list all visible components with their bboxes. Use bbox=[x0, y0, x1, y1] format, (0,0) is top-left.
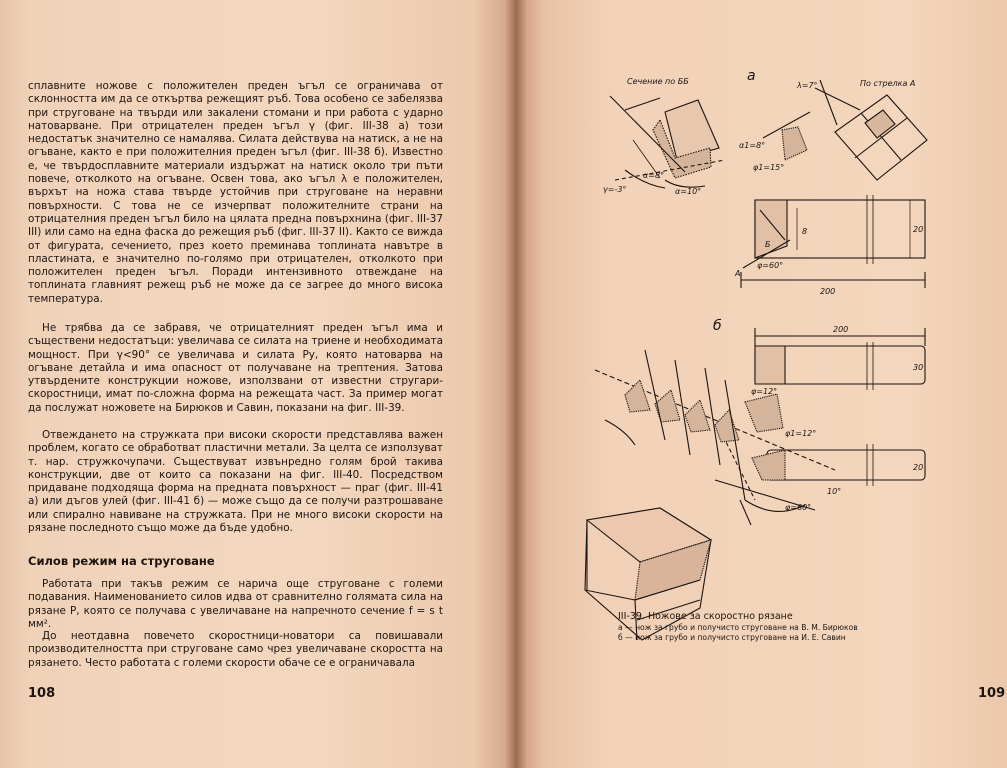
paragraph-1 bbox=[28, 80, 443, 306]
paragraph-1-text: сплавните ножове с положителен преден ъгъл се ограничава от склонността им да се откъртва режещият ръб. Това особено се забелязва при струговане на твърди или закалени стомани и при работа с ударно натоварване. При отрицателен преден ъгъл γ (фиг. III-38 а) този недостатък значително се намалява. Силата действува на натиск, а не на огъване, както е при положителния преден ъгъл (фиг. III-38 б). Известно е, че твърдосплавните материали издържат на натиск около три пъти повече, отколкото на огъване. Освен това, ако ъгъл λ е положителен, върхът на ножа става твърде устойчив при струговане на неравни повърхности. С това не се изчерпват положителните страни на отрицателния преден ъгъл било на цялата предна повърхнина (фиг. III-37 III) или само на една фаска до режещия ръб (фиг. III-37 II). Както се вижда от фигурата, сечението, през което преминава топлината навътре в пластината, е значително по-голямо при отрицателен, отколкото при положителен преден ъгъл. Поради интензивното отвеждане на топлината главният режещ ръб не може да се загрее до много висока температура. bbox=[28, 80, 443, 305]
paragraph-2-text: Не трябва да се забравя, че отрицателният преден ъгъл има и съществени недостатъци: увеличава се силата на триене и необходимата мощност. При γ<90° се увеличава и силата Py, която натоварва на огъване детайла и има опасност от получаване на трептения. Затова утвърдените конструкции ножове, използвани от известни стругари-скоростници, имат по-сложна форма на режещата част. За пример могат да послужат ножовете на Бирюков и Савин, показани на фиг. III-39. bbox=[28, 322, 443, 414]
paragraph-2 bbox=[28, 322, 443, 415]
label-dim-8: 8 bbox=[802, 227, 808, 236]
figure-iii-39 bbox=[515, 0, 1007, 768]
label-phi-60-bottom: φ=60° bbox=[785, 503, 812, 512]
label-phi-12: φ=12° bbox=[751, 387, 778, 396]
tool-b-top bbox=[755, 328, 925, 390]
label-alpha1-8: α1=8° bbox=[739, 141, 766, 150]
label-200-top: 200 bbox=[820, 287, 836, 296]
label-angle-10: 10° bbox=[827, 487, 842, 496]
caption-b: б — нож за грубо и получисто струговане на И. Е. Савин bbox=[618, 633, 846, 642]
paragraph-3-text: Отвеждането на стружката при високи скорости представлява важен проблем, когато се обработват пластични метали. За целта се използуват т. нар. стружкочупачи. Съществуват извънредно голям брой такива конструкции, две от които са показани на фиг. III-40. Посредством придаване подходяща форма на предната повърхност — праг (фиг. III-41 а) или дъгов улей (фиг. III-41 б) — може също да се получи разтрошаване или спирално навиване на стружката. При не много високи скорости на рязане последното също може да бъде удобно. bbox=[28, 429, 443, 535]
label-dim-30: 30 bbox=[913, 363, 924, 372]
label-dim-20-top: 20 bbox=[913, 225, 924, 234]
paragraph-5-text: До неотдавна повечето скоростници-новатори са повишавали производителността при струговане само чрез увеличаване скоростта на рязането. Често работата с големи скорости обаче се е ограничавала bbox=[28, 630, 443, 669]
paragraph-3 bbox=[28, 429, 443, 535]
section-view-bb bbox=[610, 96, 725, 188]
label-alpha-10: α=10° bbox=[675, 187, 702, 196]
paragraph-5 bbox=[28, 630, 443, 670]
view-a-square bbox=[815, 80, 927, 180]
label-phi1-15: φ1=15° bbox=[753, 163, 785, 172]
label-section-bb: Сечение по ББ bbox=[627, 77, 689, 86]
tool-b-side bbox=[715, 430, 925, 510]
paragraph-4-text: Работата при такъв режим се нарича още струговане с големи подавания. Наименованието силов идва от сравнително голямата сила на рязане P, която се получава с увеличаване на напречното сечение f = s t мм². bbox=[28, 578, 443, 630]
section-heading: Силов режим на струговане bbox=[28, 554, 215, 568]
label-b: б bbox=[713, 318, 722, 334]
page-number-right: 109 bbox=[978, 686, 1006, 701]
paragraph-4 bbox=[28, 578, 443, 631]
caption-title: III-39. Ножове за скоростно рязане bbox=[618, 611, 793, 622]
label-200-bottom: 200 bbox=[833, 325, 849, 334]
label-phi-60-top: φ=60° bbox=[757, 261, 784, 270]
label-alpha-8: α=8° bbox=[643, 171, 665, 180]
label-arrow-b: Б bbox=[765, 240, 771, 249]
label-dim-20-bottom: 20 bbox=[913, 463, 924, 472]
figure-caption bbox=[618, 611, 988, 643]
label-view-a: По стрелка А bbox=[860, 79, 916, 88]
caption-a: а — нож за грубо и получисто струговане на В. М. Бирюков bbox=[618, 623, 858, 632]
label-gamma-minus3: γ=-3° bbox=[603, 185, 627, 194]
label-arrow-a: А bbox=[735, 269, 741, 278]
label-phi1-12: φ1=12° bbox=[785, 429, 817, 438]
page-number-left: 108 bbox=[28, 686, 56, 701]
label-lambda: λ=7° bbox=[797, 81, 818, 90]
label-a: а bbox=[747, 68, 756, 84]
insert-top-a bbox=[763, 112, 810, 160]
